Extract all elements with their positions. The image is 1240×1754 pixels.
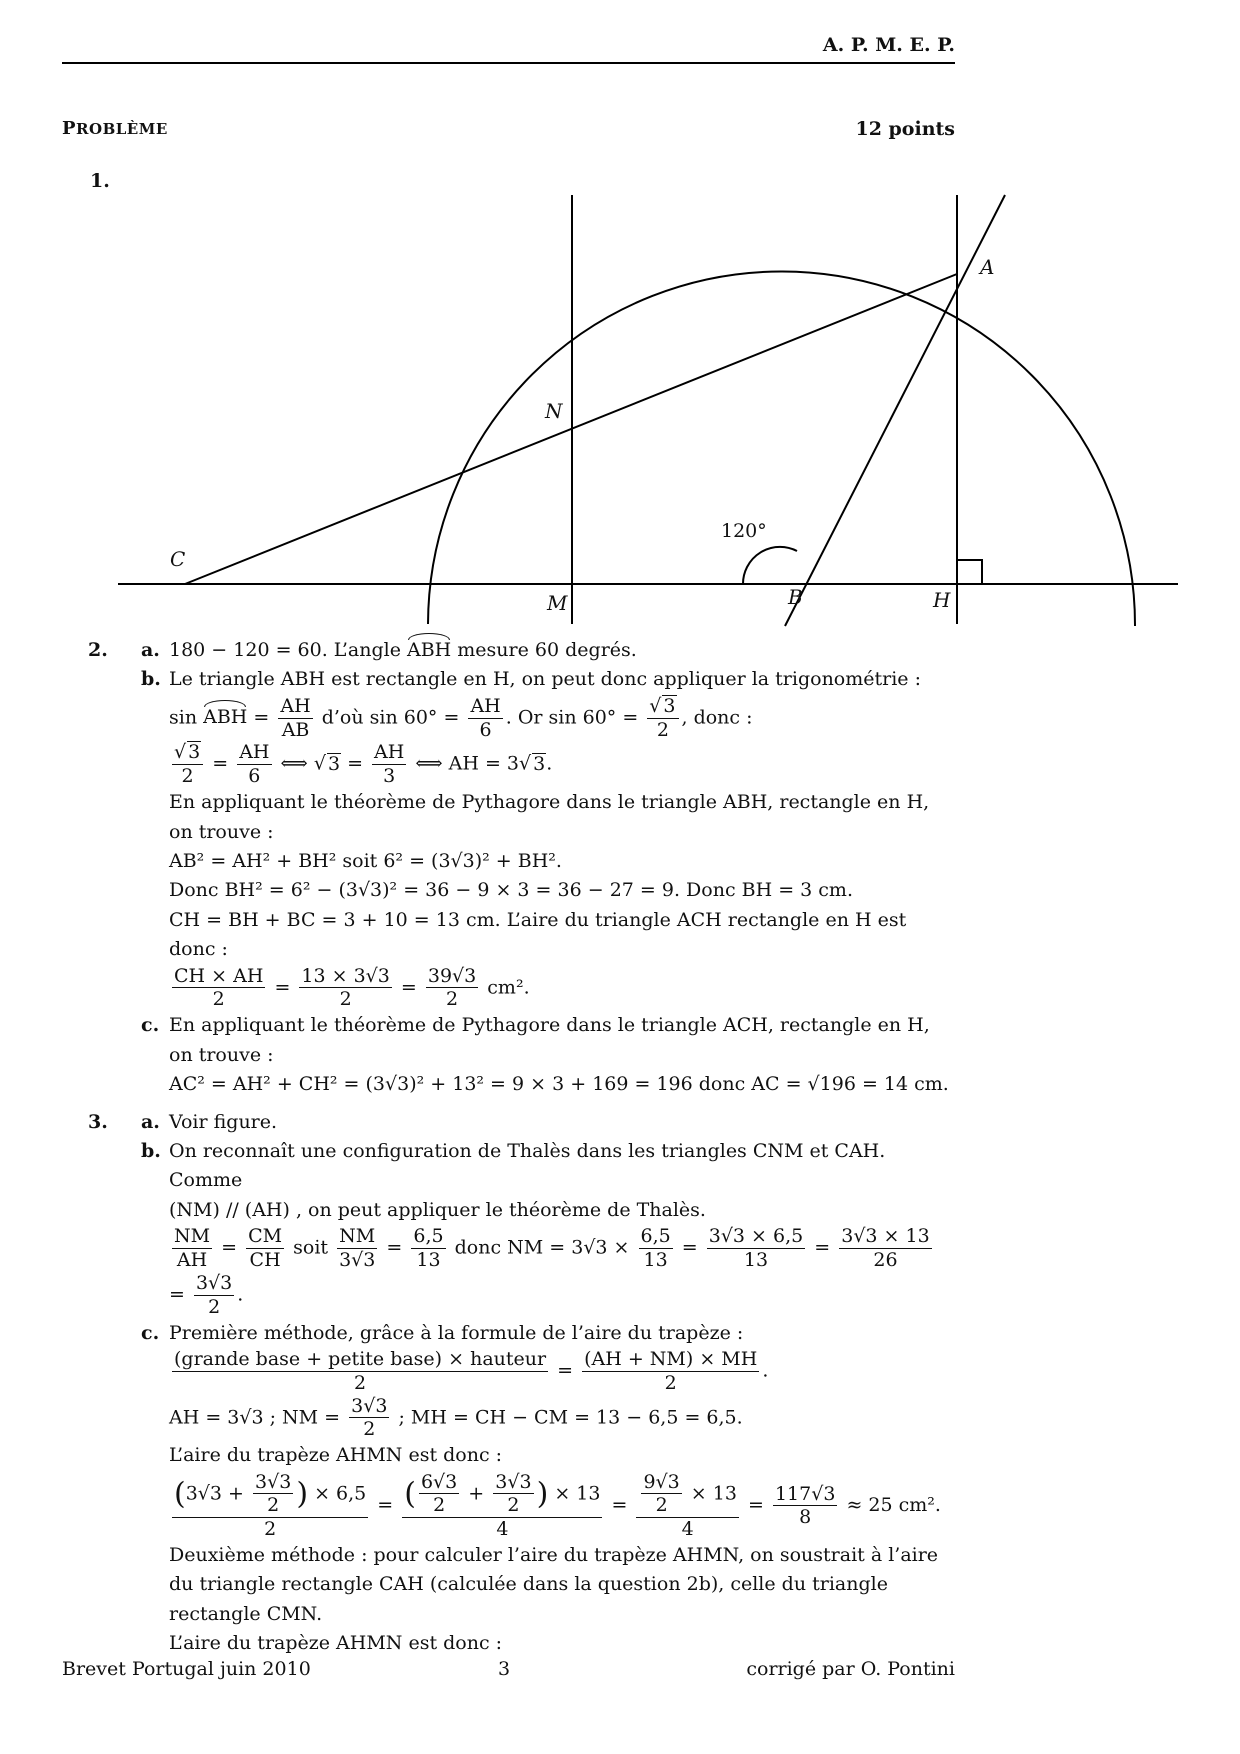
frac-inner xyxy=(419,1471,459,1518)
frac-num: 9√3 xyxy=(643,1470,680,1493)
frac-den: 2 xyxy=(363,1418,376,1441)
q3a-text: Voir figure. xyxy=(169,1110,278,1133)
frac-calc2 xyxy=(402,1471,602,1541)
text-donc: donc NM = 3√3 × xyxy=(448,1236,636,1259)
problem-points: 12 points xyxy=(855,118,955,140)
frac-inner xyxy=(641,1471,681,1518)
frac-den: 8 xyxy=(799,1506,812,1529)
frac-num: √ 3 xyxy=(172,741,203,765)
q2b-intro: Le triangle ABH est rectangle en H, on peut donc appliquer la trigonométrie : xyxy=(169,668,921,691)
frac-inner xyxy=(493,1471,533,1518)
sqrt-arg: 3 xyxy=(533,752,546,775)
footer-left: Brevet Portugal juin 2010 xyxy=(62,1658,311,1680)
iff-sign: ⟺ xyxy=(274,752,314,775)
frac-num: 6,5 xyxy=(640,1225,671,1248)
solution-body xyxy=(62,636,955,1659)
q3c xyxy=(62,1319,955,1659)
q3c-end: L’aire du trapèze AHMN est donc : xyxy=(169,1632,503,1655)
frac-num: AH xyxy=(470,694,501,717)
frac-NM-AH xyxy=(172,1225,212,1272)
frac-39r3 xyxy=(426,965,478,1012)
frac-den: 2 xyxy=(208,1295,221,1318)
q2a-text2: mesure 60 degrés. xyxy=(451,639,637,661)
geometry-figure xyxy=(0,0,1240,640)
frac-num: 3√3 xyxy=(495,1470,532,1493)
frac-den: 2 xyxy=(664,1371,677,1394)
q2c-label: c. xyxy=(141,1014,160,1037)
right-angle-mark xyxy=(957,560,982,584)
frac-den: 3 xyxy=(383,765,396,788)
frac-num: 3√3 xyxy=(351,1394,388,1417)
label-angle-120: 120° xyxy=(721,520,767,542)
calc-result: ≈ 25 cm². xyxy=(840,1493,941,1516)
frac-den: CH xyxy=(249,1249,281,1272)
sqrt-arg: 3 xyxy=(188,741,201,764)
frac-65-13b xyxy=(639,1225,673,1272)
frac-den: AH xyxy=(176,1249,208,1272)
frac-sqrt3-2b xyxy=(172,741,203,788)
q2b-eq1: AB² = AH² + BH² soit 6² = (3√3)² + BH². xyxy=(169,849,562,872)
frac-calc1 xyxy=(172,1471,368,1541)
q3a xyxy=(62,1108,955,1137)
frac-CHAH xyxy=(172,965,265,1012)
frac-den: 2 xyxy=(339,988,352,1011)
q2b-pythagore-intro: En appliquant le théorème de Pythagore dans le triangle ABH, rectangle en H, on trouve : xyxy=(169,791,930,843)
frac-3r3x65 xyxy=(707,1225,806,1272)
frac-trapeze-words xyxy=(172,1348,548,1395)
frac-num: 3√3 xyxy=(195,1271,233,1294)
frac-den: 2 xyxy=(656,718,669,741)
q2b-eq3: CH = BH + BC = 3 + 10 = 13 cm. L’aire du triangle ACH rectangle en H est donc : xyxy=(169,908,907,961)
line-AB xyxy=(785,195,1005,626)
frac-den: 2 xyxy=(354,1371,367,1394)
q3b-text2: (NM) // (AH) , on peut appliquer le théorème de Thalès. xyxy=(169,1198,706,1221)
frac-num: (AH + NM) × MH xyxy=(584,1347,758,1370)
q3b-text1: On reconnaît une configuration de Thalès dans les triangles CNM et CAH. Comme xyxy=(169,1140,886,1192)
q2a-label: a. xyxy=(141,639,160,661)
q2a-angle: ABH xyxy=(407,636,451,665)
q2a xyxy=(62,636,955,665)
q3a-label: a. xyxy=(141,1110,160,1133)
frac-3r3-2 xyxy=(194,1272,234,1319)
frac-calc4 xyxy=(773,1483,837,1530)
period: . xyxy=(546,752,553,775)
q3-number: 3. xyxy=(88,1110,108,1133)
calc-text: 3√3 + xyxy=(185,1481,251,1504)
q2b-eq2: Donc BH² = 6² − (3√3)² = 36 − 9 × 3 = 36 − 27 = 9. Donc BH = 3 cm. xyxy=(169,879,853,902)
frac-65-13 xyxy=(411,1225,445,1272)
frac-den: AB xyxy=(281,718,310,741)
frac-den: 2 xyxy=(655,1494,668,1517)
frac-num: 117√3 xyxy=(774,1482,836,1505)
frac-num: (grande base + petite base) × hauteur xyxy=(174,1347,547,1370)
frac-calc3 xyxy=(636,1471,738,1541)
frac-den: 6 xyxy=(479,718,492,741)
text-soit: soit xyxy=(287,1236,335,1259)
q3c-calc: (3√3 + $\frac{3√3}{2}$ ) × 6,5 2 = ( $\frac{6√3}{2}$ + $\frac{3√3}{2}$ ) × 13 4 = $\frac{9√3}{2}$ × 13 4 = $\frac{117√3}{8}$ ≈ 25 cm². xyxy=(174,1470,941,1541)
label-H: H xyxy=(933,588,951,612)
values-text2: ; MH = CH − CM = 13 − 6,5 = 6,5. xyxy=(392,1405,743,1428)
iff-sign: ⟺ AH = 3 xyxy=(409,752,520,775)
frac-den: 2 xyxy=(212,988,225,1011)
frac-num: NM xyxy=(337,1225,377,1249)
q2b-equiv-line: $\frac{√ 3}{2}$ = $\frac{AH}{6}$ ⟺ √ 3 = $\frac{AH}{3}$ ⟺ AH = 3√ 3. xyxy=(174,741,553,788)
calc-text: × 13 xyxy=(684,1481,737,1504)
frac-den: 26 xyxy=(873,1249,898,1272)
text-or: . Or sin 60° = xyxy=(505,706,645,729)
q2c-intro: En appliquant le théorème de Pythagore dans le triangle ACH, rectangle en H, on trouve : xyxy=(169,1014,930,1066)
frac-num: NM xyxy=(174,1225,211,1248)
frac-sqrt3-2 xyxy=(647,695,678,742)
frac-13x3r3 xyxy=(299,965,391,1012)
q2c xyxy=(62,1011,955,1099)
angle-arc-120 xyxy=(743,547,797,584)
q3c-method2: Deuxième méthode : pour calculer l’aire du trapèze AHMN, on soustrait à l’aire du triangle rectangle CAH (calculée dans la question 2b), celle du triangle rectangle CMN. xyxy=(169,1543,939,1625)
footer-page-number: 3 xyxy=(498,1658,511,1680)
q2b xyxy=(62,665,955,1011)
frac-num: ( $\frac{6√3}{2}$ + $\frac{3√3}{2}$ ) × 13 xyxy=(404,1470,601,1517)
frac-num: 6√3 xyxy=(420,1470,458,1493)
calc-text: + xyxy=(462,1481,491,1504)
label-B: B xyxy=(788,585,803,609)
frac-num: 39√3 xyxy=(427,964,477,987)
frac-num xyxy=(636,1471,738,1519)
problem-title-initial: P xyxy=(62,118,77,139)
label-C: C xyxy=(170,547,186,571)
frac-AH-6b xyxy=(237,741,271,788)
frac-den: 2 xyxy=(181,765,194,788)
values-text1: AH = 3√3 ; NM = xyxy=(169,1405,347,1428)
frac-num: CM xyxy=(248,1225,283,1248)
frac-num: 3√3 × 6,5 xyxy=(708,1225,804,1248)
frac-num: AH xyxy=(280,694,311,717)
q2b-label: b. xyxy=(141,668,161,691)
frac-AH-3 xyxy=(372,741,406,788)
header-org: A. P. M. E. P. xyxy=(822,34,955,56)
eq-sign: = xyxy=(247,706,276,729)
frac-num: AH xyxy=(374,741,405,764)
text-dou: d’où sin 60° = xyxy=(315,706,466,729)
q2b-sine-line xyxy=(169,695,955,742)
frac-3r3x13 xyxy=(839,1225,931,1272)
sqrt-arg: 3 xyxy=(663,694,676,717)
frac-trapeze-symbols xyxy=(582,1348,759,1395)
frac-den: 13 xyxy=(643,1249,668,1272)
semicircle-arc xyxy=(428,271,1135,626)
frac-den: 2 xyxy=(507,1494,520,1517)
footer-right: corrigé par O. Pontini xyxy=(746,1658,955,1680)
frac-num: (3√3 + $\frac{3√3}{2}$ ) × 6,5 xyxy=(174,1470,367,1517)
frac-den: 2 xyxy=(267,1494,280,1517)
frac-num: √ 3 xyxy=(647,695,678,719)
frac-num: 3√3 × 13 xyxy=(841,1225,930,1248)
q3b xyxy=(62,1137,955,1319)
q3c-values xyxy=(169,1395,955,1442)
label-M: M xyxy=(547,591,568,615)
q2b-area-line: $\frac{CH \times AH}{2}$ = $\frac{13 \times 3√3}{2}$ = $\frac{39√3}{2}$ cm². xyxy=(174,964,530,1011)
calc-text: × 6,5 xyxy=(308,1481,367,1504)
frac-den: 4 xyxy=(496,1518,509,1541)
calc-text: × 13 xyxy=(548,1481,601,1504)
eq-sign: = xyxy=(206,752,235,775)
frac-num: 3√3 xyxy=(255,1470,292,1493)
frac-den: 3√3 xyxy=(339,1249,376,1272)
sin-text: sin xyxy=(169,706,198,729)
frac-den: 13 xyxy=(416,1249,441,1272)
frac-NM-value xyxy=(349,1395,389,1442)
q3b-thales-line: $\frac{NM}{AH}$ = $\frac{CM}{CH}$ soit $\frac{NM}{3√3}$ = $\frac{6,5}{13}$ donc NM = 3√3 × $\frac{6,5}{13}$ = $\frac{3√3 \times 6,5}{13}$ = $\frac{3√3 \times 13}{26}$ = $\frac{3√3}{2}$ . xyxy=(169,1225,930,1318)
problem-title-rest: ROBLÈME xyxy=(76,120,168,138)
frac-num: 13 × 3√3 xyxy=(301,964,390,987)
frac-NM-3r3 xyxy=(337,1225,377,1272)
frac-CM-CH xyxy=(246,1225,284,1272)
frac-den: 2 xyxy=(446,988,459,1011)
frac-den: 6 xyxy=(248,765,261,788)
frac-num: AH xyxy=(239,741,270,764)
q2-number: 2. xyxy=(88,639,108,661)
frac-num: 6,5 xyxy=(413,1225,444,1248)
frac-num: CH × AH xyxy=(174,964,264,987)
frac-den: 13 xyxy=(743,1249,769,1272)
q2c-eq: AC² = AH² + CH² = (3√3)² + 13² = 9 × 3 + 169 = 196 donc AC = √196 = 14 cm. xyxy=(169,1073,949,1096)
frac-AH-6 xyxy=(468,695,502,742)
text-donc: , donc : xyxy=(681,706,753,729)
q2a-text1: 180 − 120 = 60. L’angle xyxy=(169,639,407,661)
frac-AH-AB xyxy=(278,695,312,742)
q3c-label: c. xyxy=(141,1321,160,1344)
sqrt-arg: 3 xyxy=(327,752,341,775)
q3c-formula: $\frac{\text{(grande base + petite base) × hauteur}}{2}$ = $\frac{(AH + NM) \times MH}{2}$ . xyxy=(174,1347,769,1394)
q3b-label: b. xyxy=(141,1140,161,1163)
label-A: A xyxy=(980,255,995,279)
q3c-intro: Première méthode, grâce à la formule de l’aire du trapèze : xyxy=(169,1321,744,1344)
question-1-number: 1. xyxy=(90,170,110,192)
sin-angle: ABH xyxy=(203,703,247,732)
frac-den: 2 xyxy=(433,1494,446,1517)
q3c-aire-intro: L’aire du trapèze AHMN est donc : xyxy=(169,1444,503,1467)
frac-den: 2 xyxy=(264,1518,277,1541)
eq-sign: = xyxy=(341,752,370,775)
label-N: N xyxy=(545,399,563,423)
area-unit: cm². xyxy=(481,975,530,998)
frac-inner xyxy=(253,1471,293,1518)
frac-den: 4 xyxy=(681,1518,694,1541)
